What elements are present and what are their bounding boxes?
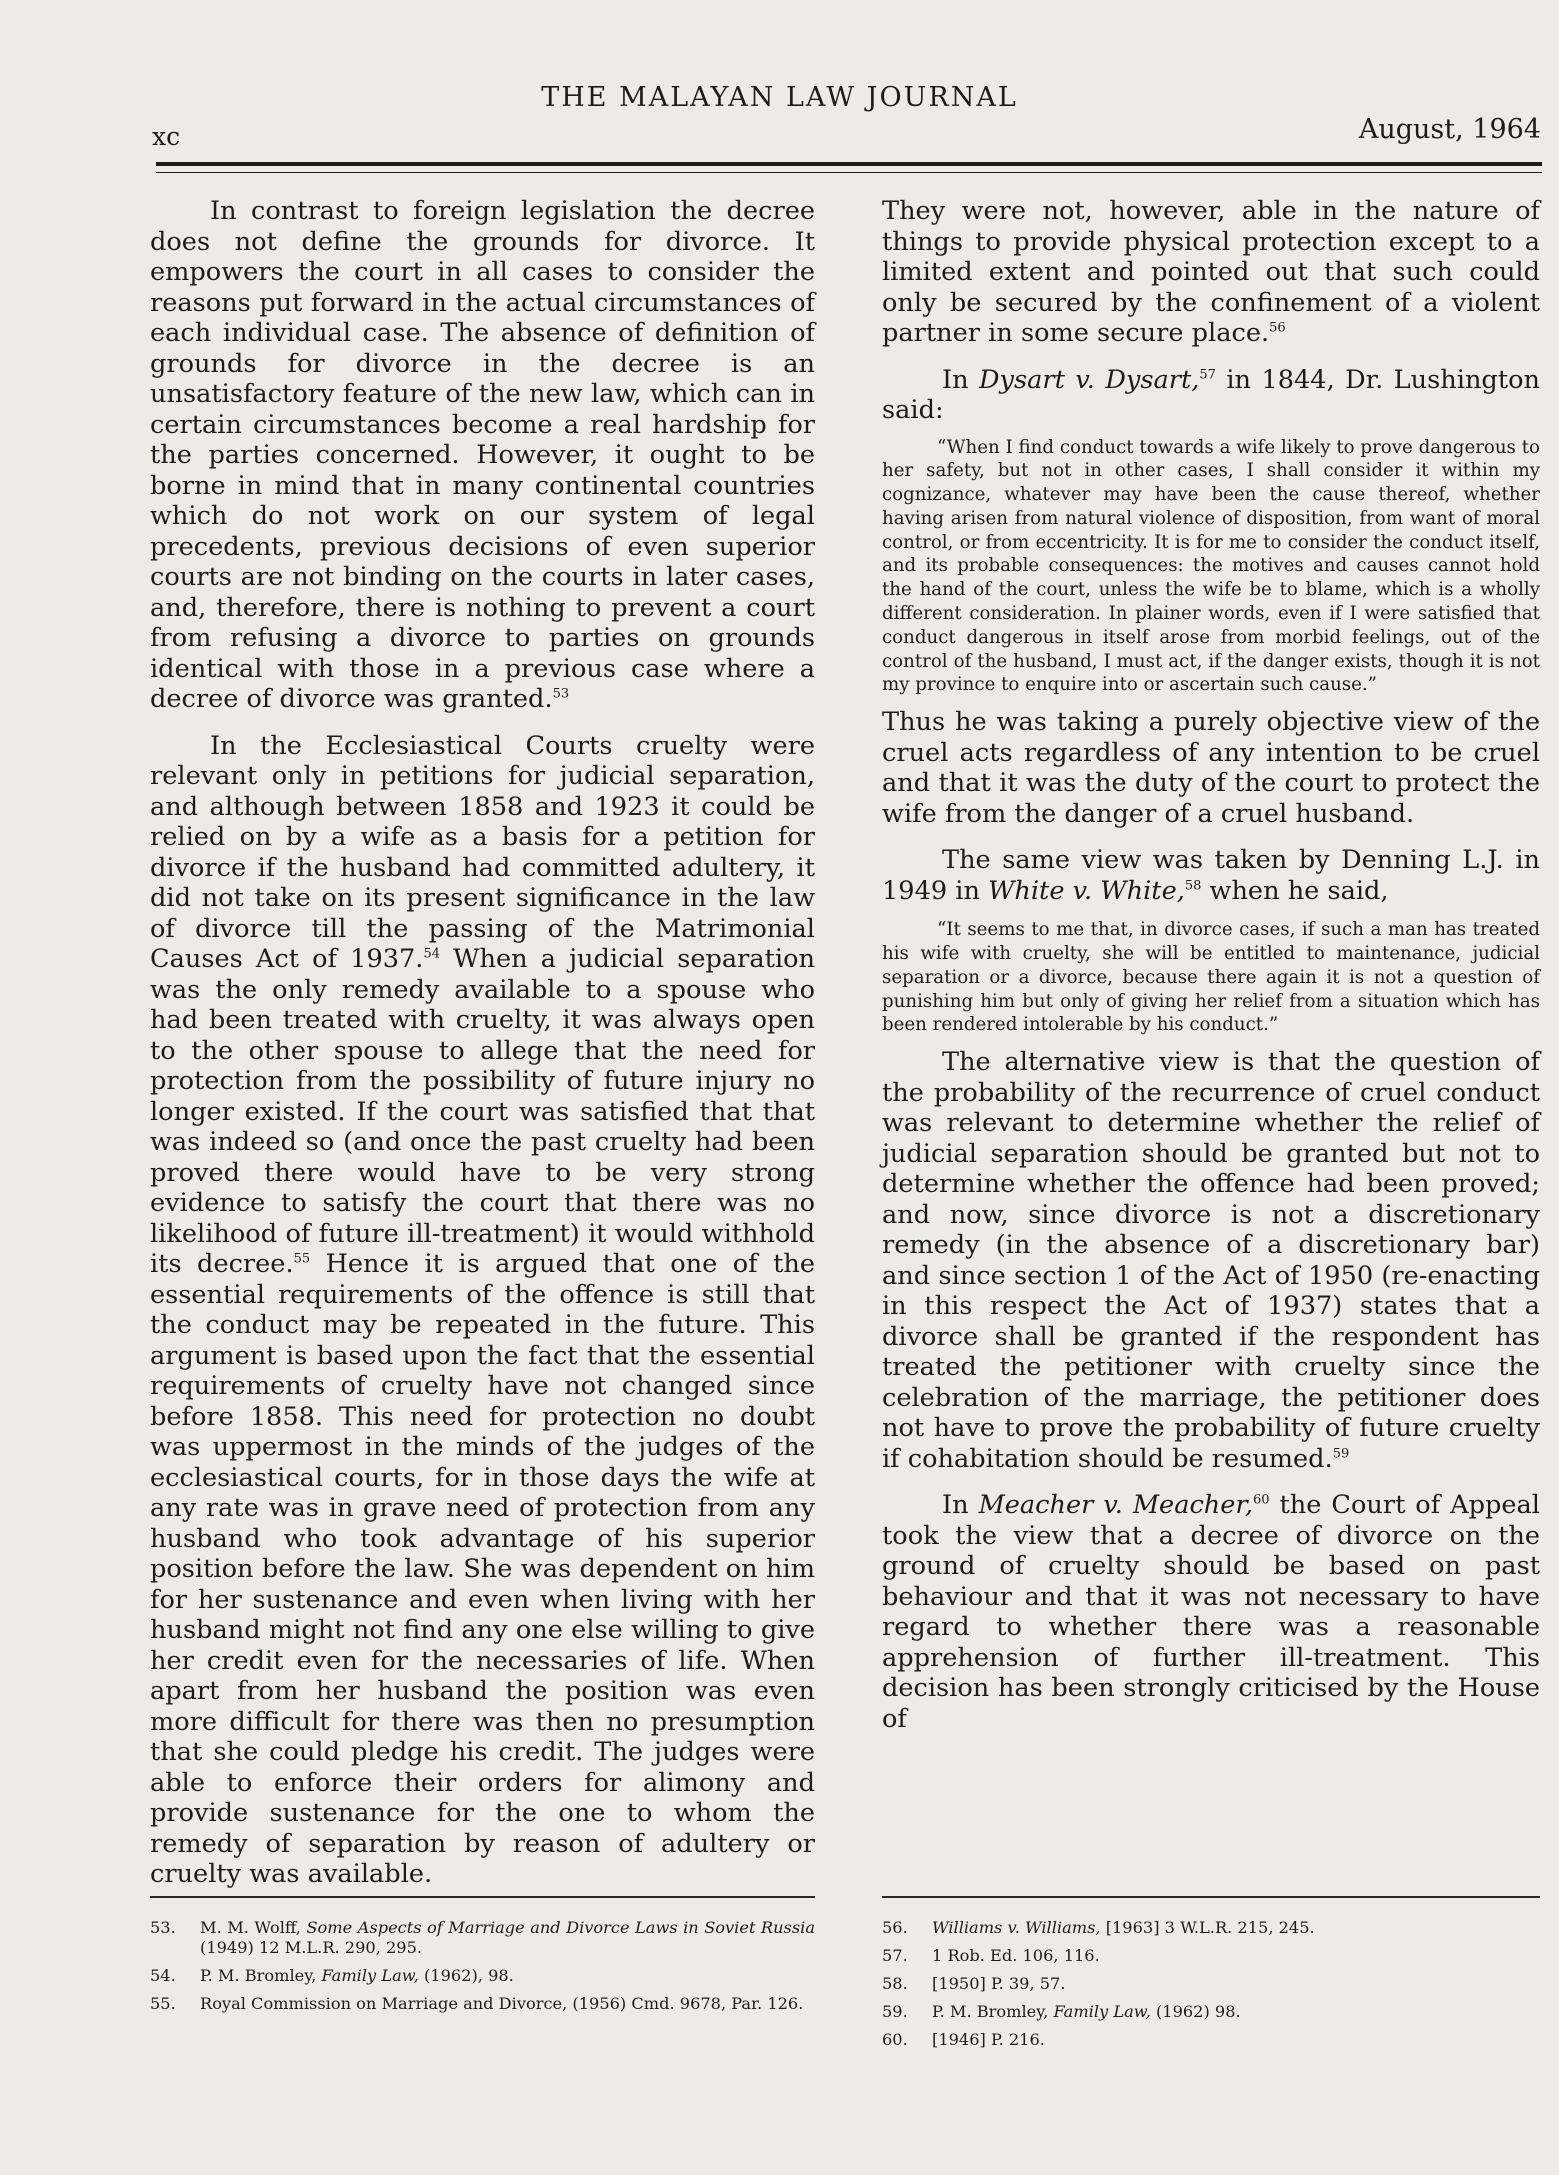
footnote	[882, 1918, 1540, 1938]
footnote-rule	[882, 1896, 1540, 1898]
footnote-number: 53.	[150, 1918, 176, 1937]
footnote-ref: 53	[552, 686, 570, 702]
footnote-ref: 55	[293, 1251, 311, 1267]
block-quote: “It seems to me that, in divorce cases, if such a man has treated his wife with cruelty, she will be entitled to maintenance, judicial separation or a divorce, because there again it is not a question of punishing him but only of giving her relief from a situation which has been rendered intolerable by his conduct.”	[882, 919, 1540, 1036]
paragraph-text: the Court of Appeal took the view that a decree of divorce on the ground of cruelty should be based on past behaviour and that it was not necessary to have regard to whether there was a reasonable apprehension of further ill-treatment. This decision has been strongly criticised by the House of	[882, 1490, 1540, 1734]
footnote-number: 55.	[150, 1994, 176, 2013]
case-name: Dysart v. Dysart,	[979, 364, 1200, 395]
footnote	[882, 2030, 1540, 2050]
footnote	[882, 1946, 1540, 1966]
footnote-rule	[150, 1896, 815, 1898]
footnote-number: 59.	[882, 2002, 908, 2021]
footnote-ref: 60	[1252, 1492, 1270, 1508]
right-column	[882, 196, 1540, 1734]
footnotes-right	[882, 1918, 1540, 2058]
paragraph: Thus he was taking a purely objective view of the cruel acts regardless of any intention to be cruel and that it was the duty of the court to protect the wife from the danger of a cruel husband.	[882, 707, 1540, 829]
case-name: White v. White,	[988, 875, 1185, 906]
footnote-number: 54.	[150, 1966, 176, 1985]
footnote-ref: 57	[1199, 366, 1216, 382]
footnote	[150, 1966, 815, 1986]
footnote	[882, 1974, 1540, 1994]
paragraph-text: In	[942, 1490, 979, 1521]
footnote-text: [1946] P. 216.	[932, 2030, 1045, 2049]
footnote-text: M. M. Wolff, Some Aspects of Marriage and Divorce Laws in Soviet Russia (1949) 12 M.L.R. 290, 295.	[200, 1918, 815, 1957]
paragraph	[882, 845, 1540, 906]
paragraph-text: When a judicial separation was the only remedy available to a spouse who had been treated with cruelty, it was always open to the other spouse to allege that the need for protection from the possibility of future injury no longer existed. If the court was satisfied that that was indeed so (and once the past cruelty had been proved there would have to be very strong evidence to satisfy the court that there was no likelihood of future ill-treatment) it would withhold its decree.	[150, 944, 816, 1279]
footnote	[882, 2002, 1540, 2022]
footnote-text: P. M. Bromley, Family Law, (1962) 98.	[932, 2002, 1241, 2021]
page-number: xc	[152, 122, 181, 151]
paragraph-text: They were not, however, able in the nature of things to provide physical protection except to a limited extent and pointed out that such could only be secured by the confinement of a violent partner in some secure place.	[882, 196, 1540, 348]
paragraph	[150, 731, 815, 1890]
left-column	[150, 196, 815, 1890]
footnote-ref: 59	[1332, 1446, 1350, 1462]
paragraph-text: The same view was taken by Denning L.J. in 1949 in	[882, 845, 1540, 906]
footnote-text: Williams v. Williams, [1963] 3 W.L.R. 215, 245.	[932, 1918, 1315, 1937]
footnote-text: Royal Commission on Marriage and Divorce, (1956) Cmd. 9678, Par. 126.	[200, 1994, 804, 2013]
case-name: Meacher v. Meacher,	[978, 1490, 1253, 1521]
footnote-text: P. M. Bromley, Family Law, (1962), 98.	[200, 1966, 514, 1985]
footnotes-left	[150, 1918, 815, 2022]
header-rule-thin	[156, 172, 1542, 173]
paragraph-text: Hence it is argued that one of the essential requirements of the offence is still that the conduct may be repeated in the future. This argument is based upon the fact that the essential requirements of cruelty have not changed since before 1858. This need for protection no doubt was uppermost in the minds of the judges of the ecclesiastical courts, for in those days the wife at any rate was in grave need of protection from any husband who took advantage of his superior position before the law. She was dependent on him for her sustenance and even when living with her husband might not find any one else willing to give her credit even for the necessaries of life. When apart from her husband the position was even more difficult for there was then no presumption that she could pledge his credit. The judges were able to enforce their orders for alimony and provide sustenance for the one to whom the remedy of separation by reason of adultery or cruelty was available.	[150, 1249, 815, 1889]
header-rule-thick	[156, 162, 1542, 166]
footnote-number: 56.	[882, 1918, 908, 1937]
paragraph	[882, 365, 1540, 426]
footnote-ref: 54	[423, 946, 440, 962]
footnote-ref: 58	[1184, 878, 1202, 894]
paragraph	[882, 1047, 1540, 1474]
footnote-number: 60.	[882, 2030, 908, 2049]
block-quote: “When I find conduct towards a wife likely to prove dangerous to her safety, but not in other cases, I shall consider it within my cognizance, whatever may have been the cause thereof, whether having arisen from natural violence of disposition, from want of moral control, or from eccentricity. It is for me to consider the conduct itself, and its probable consequences: the motives and causes cannot hold the hand of the court, unless the wife be to blame, which is a wholly different consideration. In plainer words, even if I were satisfied that conduct dangerous in itself arose from morbid feelings, out of the control of the husband, I must act, if the danger exists, though it is not my province to enquire into or ascertain such cause.”	[882, 436, 1540, 696]
paragraph-text: when he said,	[1201, 875, 1389, 906]
paragraph-text: The alternative view is that the question of the probability of the recurrence of cruel conduct was relevant to determine whether the relief of judicial separation should be granted but not to determine whether the offence had been proved; and now, since divorce is not a discretionary remedy (in the absence of a discretionary bar) and since section 1 of the Act of 1950 (re-enacting in this respect the Act of 1937) states that a divorce shall be granted if the respondent has treated the petitioner with cruelty since the celebration of the marriage, the petitioner does not have to prove the probability of future cruelty if cohabitation should be resumed.	[882, 1047, 1540, 1474]
issue-date: August, 1964	[1358, 114, 1541, 145]
paragraph-text: in 1844, Dr. Lushington said:	[882, 364, 1540, 425]
footnote-text: 1 Rob. Ed. 106, 116.	[932, 1946, 1100, 1965]
footnote-number: 57.	[882, 1946, 908, 1965]
paragraph	[882, 1490, 1540, 1734]
journal-title: THE MALAYAN LAW JOURNAL	[541, 82, 1018, 113]
footnote-number: 58.	[882, 1974, 908, 1993]
footnote-ref: 56	[1269, 320, 1286, 336]
footnote	[150, 1994, 815, 2014]
paragraph-text: In contrast to foreign legislation the decree does not define the grounds for divorce. It empowers the court in all cases to consider the reasons put forward in the actual circumstances of each individual case. The absence of definition of grounds for divorce in the decree is an unsatisfactory feature of the new law, which can in certain circumstances become a real hardship for the parties concerned. However, it ought to be borne in mind that in many continental countries which do not work on our system of legal precedents, previous decisions of even superior courts are not binding on the courts in later cases, and, therefore, there is nothing to prevent a court from refusing a divorce to parties on grounds identical with those in a previous case where a decree of divorce was granted.	[150, 196, 815, 714]
paragraph-text: In	[942, 364, 980, 395]
paragraph-text: In the Ecclesiastical Courts cruelty were relevant only in petitions for judicial separation, and although between 1858 and 1923 it could be relied on by a wife as a basis for a petition for divorce if the husband had committed adultery, it did not take on its present significance in the law of divorce till the passing of the Matrimonial Causes Act of 1937.	[150, 730, 815, 974]
footnote	[150, 1918, 815, 1958]
footnote-text: [1950] P. 39, 57.	[932, 1974, 1066, 1993]
paragraph	[882, 196, 1540, 349]
paragraph	[150, 196, 815, 715]
